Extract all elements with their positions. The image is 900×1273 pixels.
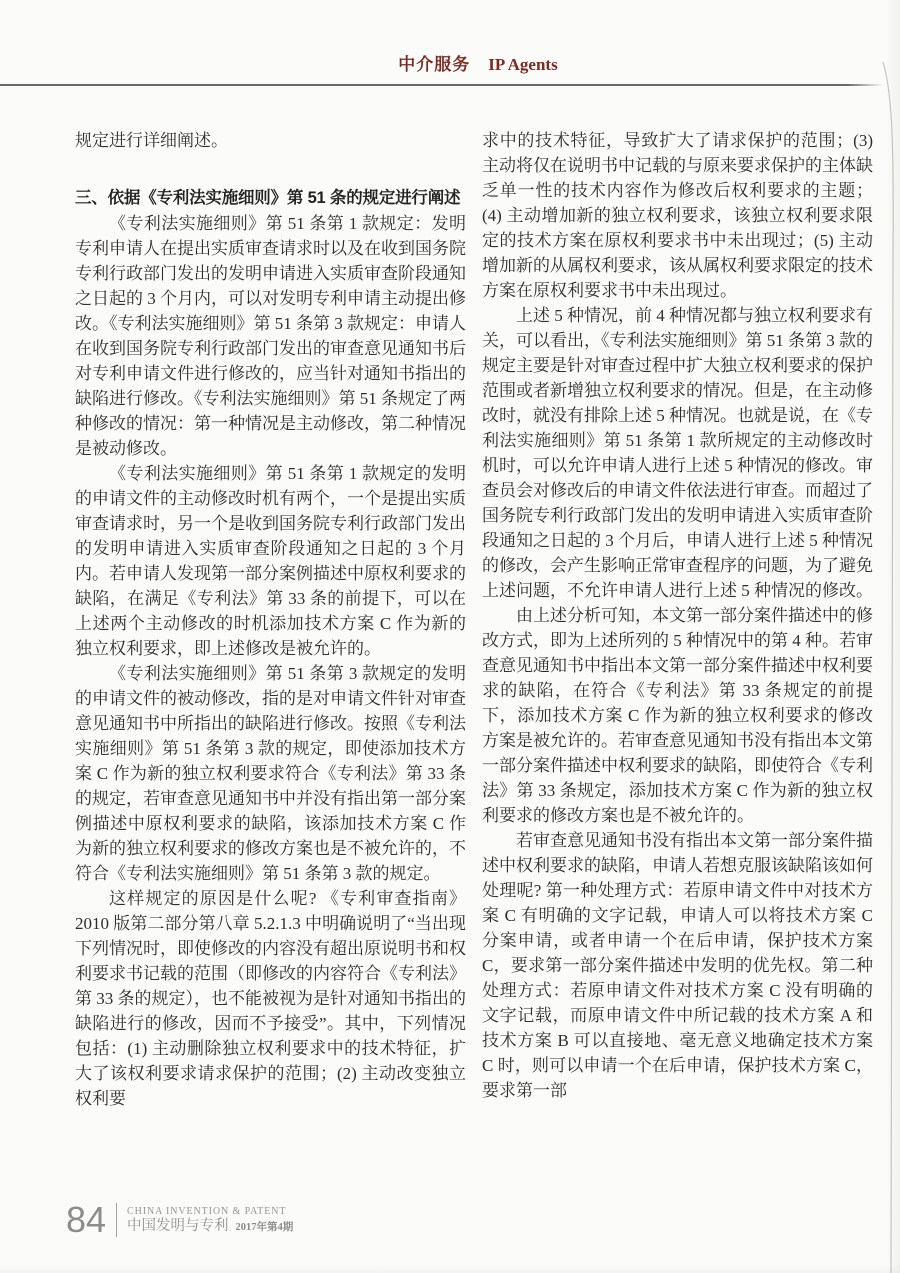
paragraph: 《专利法实施细则》第 51 条第 1 款规定的发明的申请文件的主动修改时机有两个，一个是提出实质审查请求时，另一个是收到国务院专利行政部门发出的发明申请进入实质审查阶段通知之日起的 3 个月内。若申请人发现第一部分案例描述中原权利要求的缺陷，在满足《专利法》第 33 条的前提下，可以在上述两个主动修改的时机添加技术方案 C 作为新的独立权利要求，即上述修改是被允许的。 xyxy=(75,464,466,658)
page-footer xyxy=(66,1199,294,1240)
journal-name-cn: 中国发明与专利 xyxy=(127,1217,229,1234)
article-body xyxy=(75,128,873,1111)
header-section-label xyxy=(28,50,900,75)
paragraph: 求中的技术特征，导致扩大了请求保护的范围；(3) 主动将仅在说明书中记载的与原来要求保护的主体缺乏单一性的技术内容作为修改后权利要求的主题；(4) 主动增加新的独立权利要求，该独立权利要求限定的技术方案在原权利要求书中未出现过；(5) 主动增加新的从属权利要求，该从属权利要求限定的技术方案在原权利要求书中未出现过。 xyxy=(482,131,873,300)
right-column xyxy=(482,128,873,1111)
journal-name-cn-row xyxy=(127,1218,293,1236)
header-rule xyxy=(0,84,883,86)
header-section-en: IP Agents xyxy=(488,55,558,74)
page-bottom-shade xyxy=(0,1265,900,1273)
left-column xyxy=(75,128,466,1111)
journal-name-en: CHINA INVENTION & PATENT xyxy=(127,1205,287,1217)
page-edge-shade xyxy=(886,0,900,1273)
journal-info xyxy=(127,1205,293,1236)
paragraph: 规定进行详细阐述。 xyxy=(75,131,228,150)
paragraph: 《专利法实施细则》第 51 条第 1 款规定：发明专利申请人在提出实质审查请求时以及在收到国务院专利行政部门发出的发明申请进入实质审查阶段通知之日起的 3 个月内，可以对发明专利申请主动提出修改。《专利法实施细则》第 51 条第 3 款规定：申请人在收到国务院专利行政部门发出的审查意见通知书后对专利申请文件进行修改的，应当针对通知书指出的缺陷进行修改。《专利法实施细则》第 51 条规定了两种修改的情况：第一种情况是主动修改，第二种情况是被动修改。 xyxy=(75,214,466,458)
issue-label: 2017年第4期 xyxy=(235,1221,294,1233)
paragraph: 上述 5 种情况，前 4 种情况都与独立权利要求有关，可以看出，《专利法实施细则》第 51 条第 3 款的规定主要是针对审查过程中扩大独立权利要求的保护范围或者新增独立权利要求的情况。但是，在主动修改时，就没有排除上述 5 种情况。也就是说，在《专利法实施细则》第 51 条第 1 款所规定的主动修改时机时，可以允许申请人进行上述 5 种情况的修改。审查员会对修改后的申请文件依法进行审查。而超过了国务院专利行政部门发出的发明申请进入实质审查阶段通知之日起的 3 个月后，申请人进行上述 5 种情况的修改，会产生影响正常审查程序的问题，为了避免上述问题，不允许申请人进行上述 5 种情况的修改。 xyxy=(482,306,873,600)
paragraph: 《专利法实施细则》第 51 条第 3 款规定的发明的申请文件的被动修改，指的是对申请文件针对审查意见通知书中所指出的缺陷进行修改。按照《专利法实施细则》第 51 条第 3 款的规定，即使添加技术方案 C 作为新的独立权利要求符合《专利法》第 33 条的规定，若审查意见通知书中并没有指出第一部分案例描述中原权利要求的缺陷，该添加技术方案 C 作为新的独立权利要求的修改方案也是不被允许的，不符合《专利法实施细则》第 51 条第 3 款的规定。 xyxy=(75,664,466,883)
page-number: 84 xyxy=(66,1199,107,1240)
paragraph: 这样规定的原因是什么呢? 《专利审查指南》2010 版第二部分第八章 5.2.1.3 中明确说明了“当出现下列情况时，即使修改的内容没有超出原说明书和权利要求书记载的范围（即修改的内容符合《专利法》第 33 条的规定），也不能被视为是针对通知书指出的缺陷进行的修改，因而不予接受”。其中，下列情况包括：(1) 主动删除独立权利要求中的技术特征，扩大了该权利要求请求保护的范围；(2) 主动改变独立权利要 xyxy=(75,889,466,1108)
section-heading: 三、依据《专利法实施细则》第 51 条的规定进行阐述 xyxy=(75,189,461,207)
footer-divider xyxy=(116,1203,117,1237)
paragraph: 由上述分析可知，本文第一部分案件描述中的修改方式，即为上述所列的 5 种情况中的第 4 种。若审查意见通知书中指出本文第一部分案件描述中权利要求的缺陷，在符合《专利法》第 33 条规定的前提下，添加技术方案 C 作为新的独立权利要求的修改方案是被允许的。若审查意见通知书没有指出本文第一部分案件描述中权利要求的缺陷，即使符合《专利法》第 33 条规定，添加技术方案 C 作为新的独立权利要求的修改方案也是不被允许的。 xyxy=(482,606,873,825)
header-section-cn: 中介服务 xyxy=(398,55,471,74)
paragraph: 若审查意见通知书没有指出本文第一部分案件描述中权利要求的缺陷，申请人若想克服该缺陷该如何处理呢? 第一种处理方式：若原申请文件中对技术方案 C 有明确的文字记载，申请人可以将技术方案 C 分案申请，或者申请一个在后申请，保护技术方案 C，要求第一部分案件描述中发明的优先权。第二种处理方式：若原申请文件对技术方案 C 没有明确的文字记载，而原申请文件中所记载的技术方案 A 和技术方案 B 可以直接地、毫无意义地确定技术方案 C 时，则可以申请一个在后申请，保护技术方案 C，要求第一部 xyxy=(482,831,873,1100)
